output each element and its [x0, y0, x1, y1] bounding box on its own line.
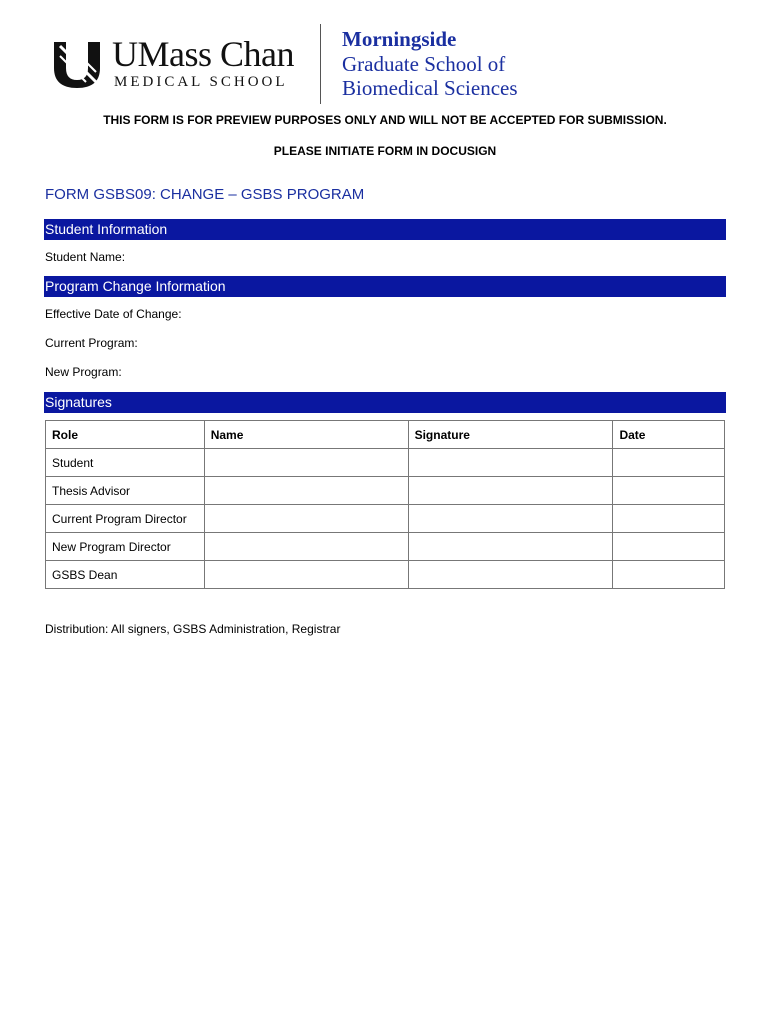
section-header-student-information: Student Information [44, 219, 726, 240]
umass-logo-icon [52, 38, 102, 90]
preview-notice: THIS FORM IS FOR PREVIEW PURPOSES ONLY AND WILL NOT BE ACCEPTED FOR SUBMISSION. [103, 113, 667, 127]
signature-cell[interactable] [408, 561, 613, 589]
column-header-role: Role [46, 421, 205, 449]
graduate-school-line-1: Morningside [342, 27, 457, 51]
graduate-school-line-3: Biomedical Sciences [342, 76, 518, 100]
distribution-note: Distribution: All signers, GSBS Administration, Registrar [45, 622, 341, 636]
name-cell[interactable] [204, 505, 408, 533]
graduate-school-line-2: Graduate School of [342, 52, 506, 76]
role-cell: Current Program Director [46, 505, 205, 533]
institution-subtitle: MEDICAL SCHOOL [114, 74, 288, 90]
new-program-label: New Program: [45, 365, 122, 379]
date-cell[interactable] [613, 505, 725, 533]
section-header-program-change: Program Change Information [44, 276, 726, 297]
docusign-notice: PLEASE INITIATE FORM IN DOCUSIGN [273, 144, 497, 158]
logo-divider [320, 24, 321, 104]
name-cell[interactable] [204, 533, 408, 561]
table-row [46, 533, 725, 561]
date-cell[interactable] [613, 477, 725, 505]
name-cell[interactable] [204, 561, 408, 589]
date-cell[interactable] [613, 533, 725, 561]
column-header-name: Name [204, 421, 408, 449]
role-cell: New Program Director [46, 533, 205, 561]
table-row [46, 561, 725, 589]
table-row [46, 449, 725, 477]
name-cell[interactable] [204, 477, 408, 505]
signature-cell[interactable] [408, 449, 613, 477]
signatures-table [45, 420, 725, 589]
role-cell: Thesis Advisor [46, 477, 205, 505]
table-header-row [46, 421, 725, 449]
student-name-label: Student Name: [45, 250, 126, 264]
current-program-label: Current Program: [45, 336, 138, 350]
header-logo [50, 24, 530, 106]
name-cell[interactable] [204, 449, 408, 477]
role-cell: GSBS Dean [46, 561, 205, 589]
column-header-signature: Signature [408, 421, 613, 449]
effective-date-label: Effective Date of Change: [45, 307, 182, 321]
signature-cell[interactable] [408, 505, 613, 533]
date-cell[interactable] [613, 561, 725, 589]
role-cell: Student [46, 449, 205, 477]
column-header-date: Date [613, 421, 725, 449]
date-cell[interactable] [613, 449, 725, 477]
form-title: FORM GSBS09: CHANGE – GSBS PROGRAM [45, 186, 365, 203]
signature-cell[interactable] [408, 533, 613, 561]
institution-name: UMass Chan [112, 34, 294, 74]
section-header-signatures: Signatures [44, 392, 726, 413]
table-row [46, 477, 725, 505]
signature-cell[interactable] [408, 477, 613, 505]
table-row [46, 505, 725, 533]
